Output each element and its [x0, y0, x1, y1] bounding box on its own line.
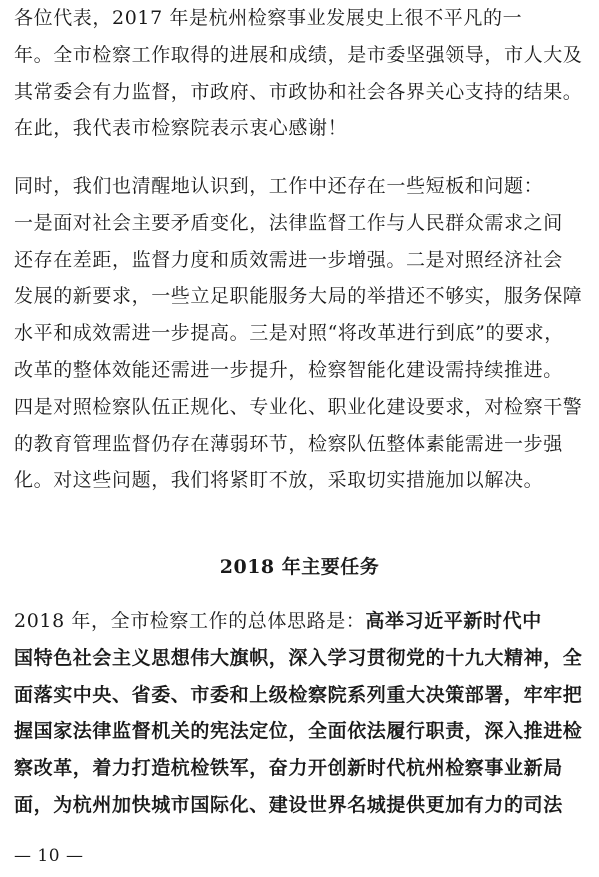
lead-text: 2018 年，全市检察工作的总体思路是：	[14, 610, 366, 632]
text-line: 面，为杭州加快城市国际化、建设世界名城提供更加有力的司法	[14, 793, 563, 816]
text-line: 在此，我代表市检察院表示衷心感谢！	[14, 117, 348, 140]
section-heading: 2018 年主要任务	[219, 556, 380, 578]
text-line: 的教育管理监督仍存在薄弱环节，检察队伍整体素能需进一步强	[14, 432, 563, 455]
text-line: 察改革，着力打造杭检铁军，奋力开创新时代杭州检察事业新局	[14, 757, 563, 780]
text-line	[14, 603, 585, 640]
text-line: 国特色社会主义思想伟大旗帜，深入学习贯彻党的十九大精神，全	[14, 646, 583, 669]
paragraph-thanks	[0, 0, 599, 147]
text-line: 还存在差距，监督力度和质效需进一步增强。二是对照经济社会	[14, 248, 563, 271]
text-line: 同时，我们也清醒地认识到，工作中还存在一些短板和问题：	[14, 175, 544, 197]
paragraph-problems	[0, 168, 599, 499]
text-line: 化。对这些问题，我们将紧盯不放，采取切实措施加以解决。	[14, 469, 544, 492]
text-line: 发展的新要求，一些立足职能服务大局的举措还不够实，服务保障	[14, 285, 583, 308]
page-number: — 10 —	[14, 846, 84, 866]
paragraph-tasks	[0, 603, 599, 824]
text-line: 各位代表，2017 年是杭州检察事业发展史上很不平凡的一	[14, 7, 523, 29]
text-line: 改革的整体效能还需进一步提升，检察智能化建设需持续推进。	[14, 358, 563, 381]
text-line: 握国家法律监督机关的宪法定位，全面依法履行职责，深入推进检	[14, 720, 583, 743]
text-line: 年。全市检察工作取得的进展和成绩，是市委坚强领导，市人大及	[14, 43, 583, 66]
bold-text: 高举习近平新时代中	[365, 610, 542, 632]
text-line: 一是面对社会主要矛盾变化，法律监督工作与人民群众需求之间	[14, 211, 563, 234]
text-line: 其常委会有力监督，市政府、市政协和社会各界关心支持的结果。	[14, 80, 583, 103]
text-line: 水平和成效需进一步提高。三是对照“将改革进行到底”的要求，	[14, 322, 564, 345]
text-line: 四是对照检察队伍正规化、专业化、职业化建设要求，对检察干警	[14, 395, 583, 418]
text-line: 面落实中央、省委、市委和上级检察院系列重大决策部署，牢牢把	[14, 683, 583, 706]
